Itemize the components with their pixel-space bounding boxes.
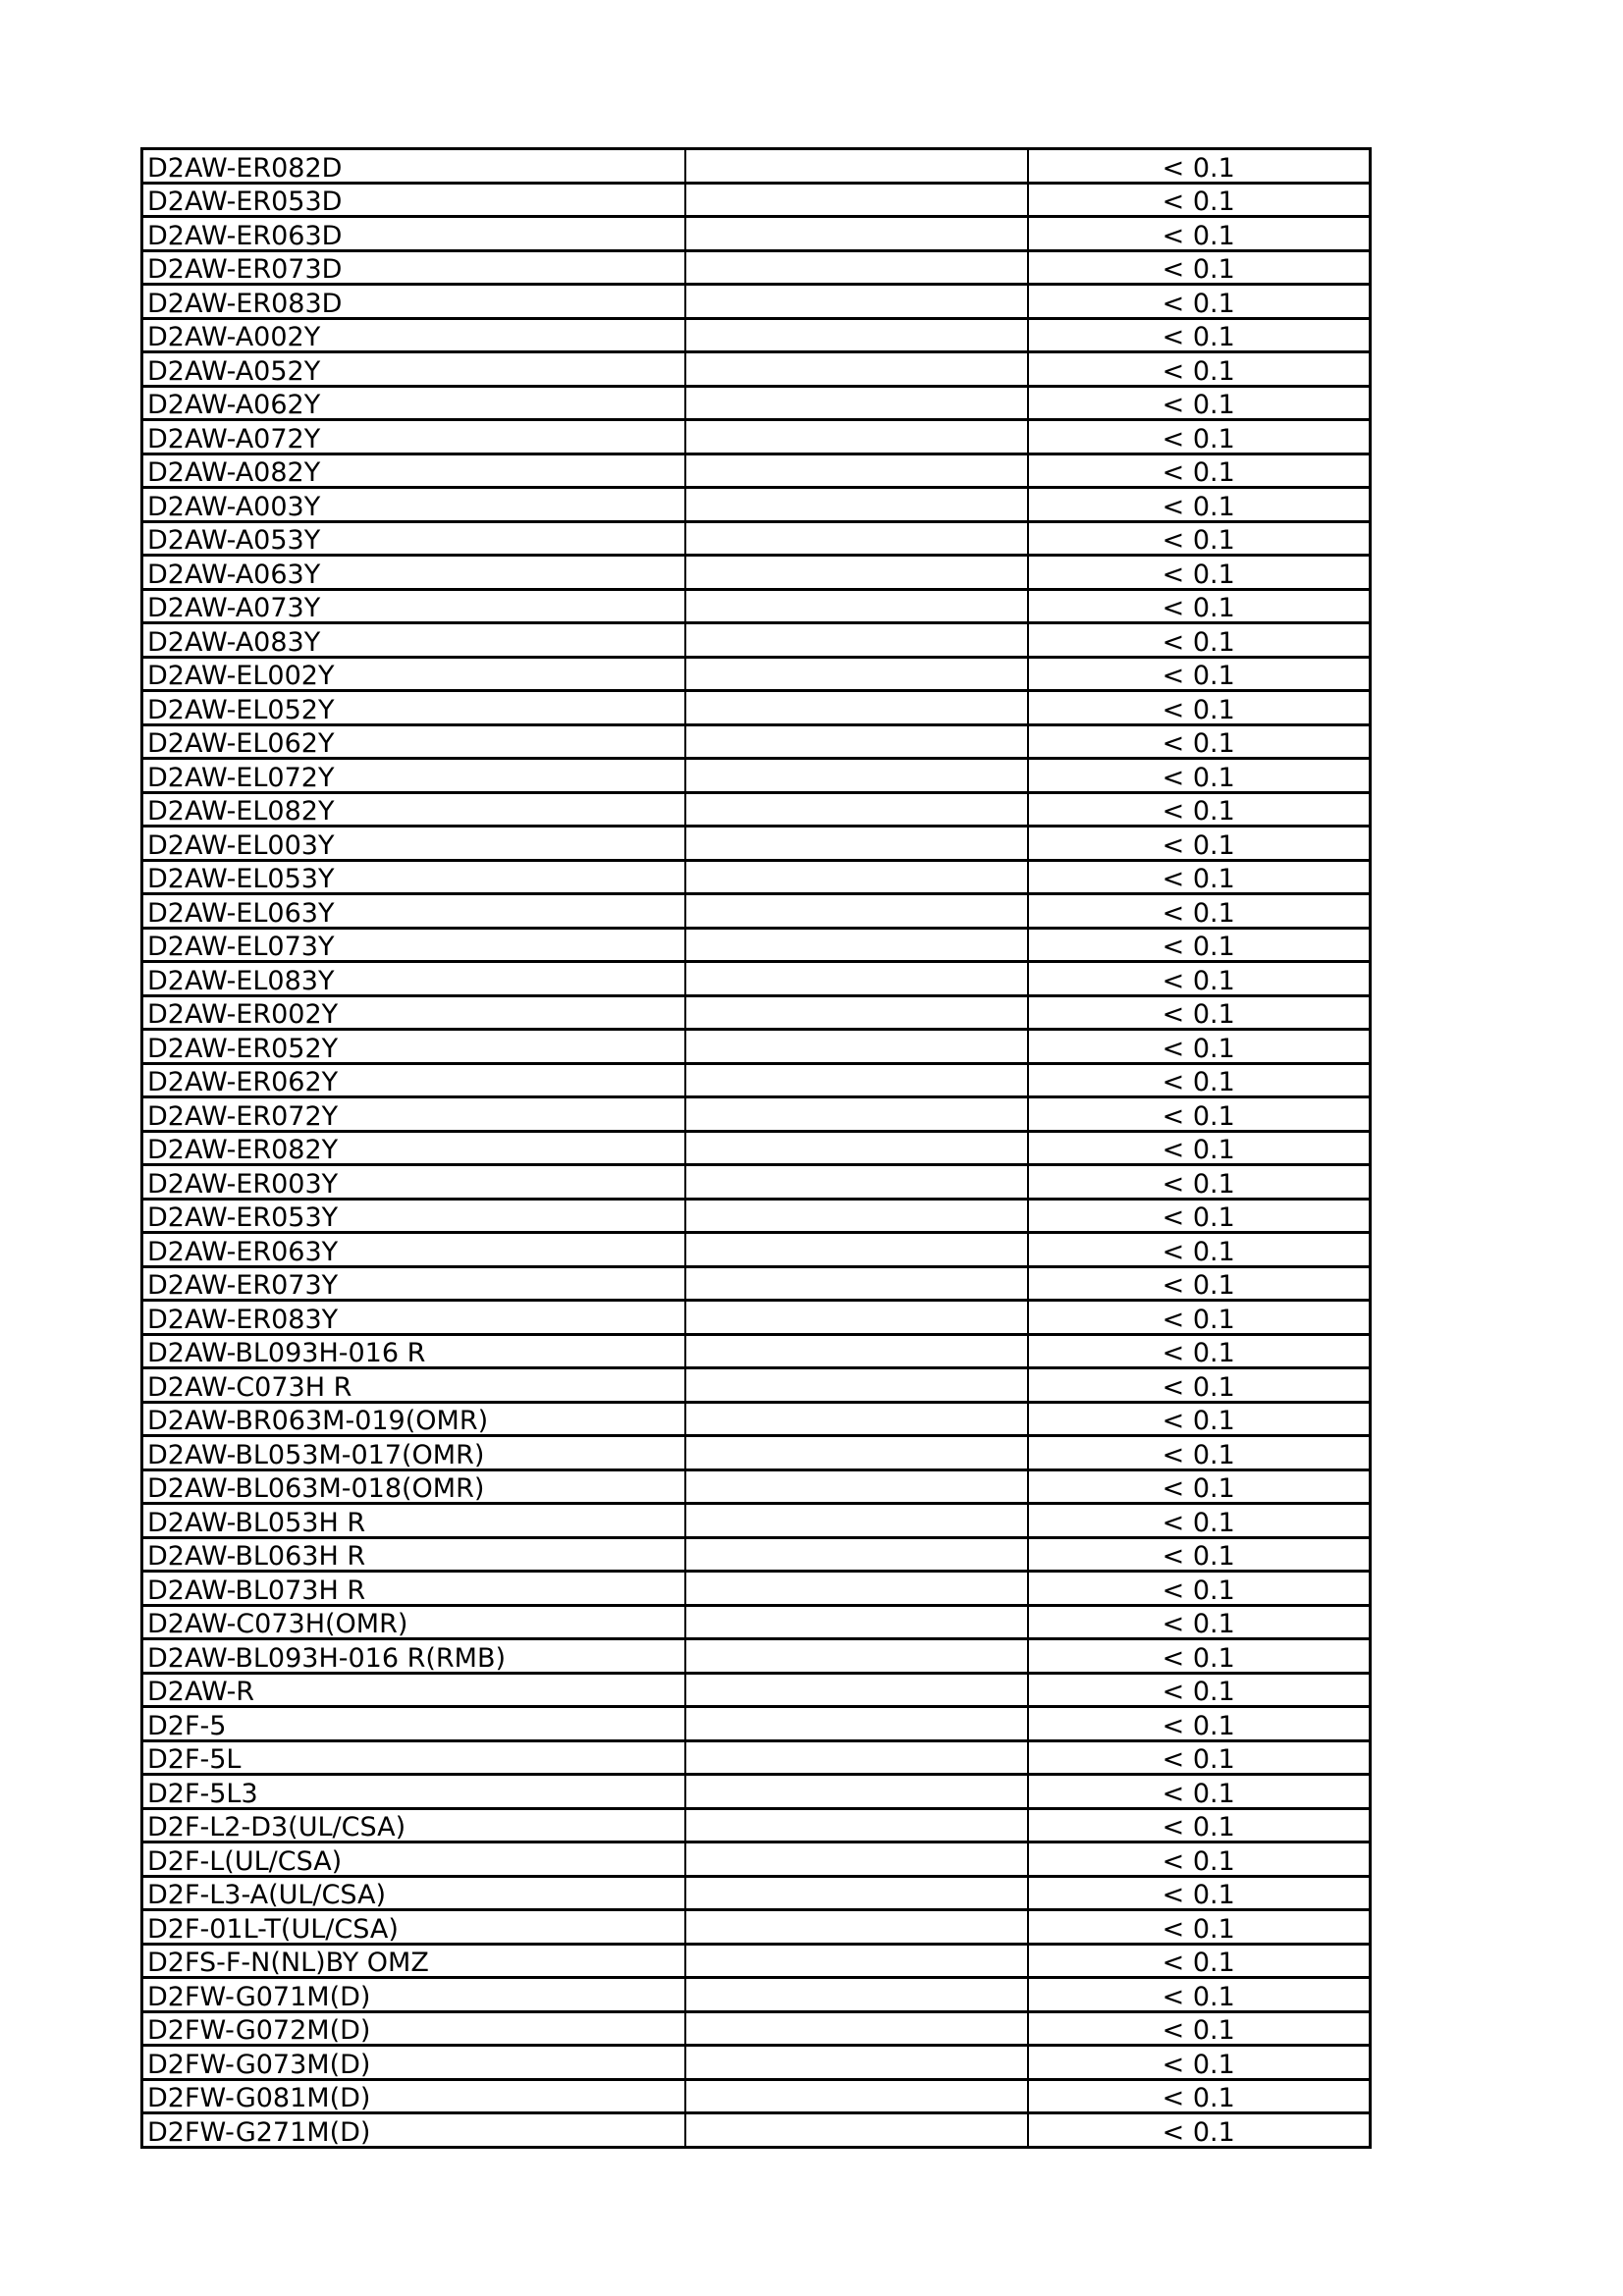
- blank-cell: [685, 454, 1028, 488]
- blank-cell: [685, 1775, 1028, 1809]
- blank-cell: [685, 2079, 1028, 2113]
- content-value-cell: < 0.1: [1028, 1842, 1371, 1877]
- part-number-cell: D2AW-BL093H-016 R: [142, 1334, 685, 1368]
- part-number-cell: D2F-L2-D3(UL/CSA): [142, 1808, 685, 1842]
- content-value-cell: < 0.1: [1028, 1063, 1371, 1097]
- table-row: [142, 521, 1371, 556]
- table-row: [142, 1639, 1371, 1674]
- content-value-cell: < 0.1: [1028, 352, 1371, 387]
- part-number-cell: D2AW-ER063Y: [142, 1233, 685, 1267]
- blank-cell: [685, 250, 1028, 285]
- blank-cell: [685, 1978, 1028, 2012]
- table-row: [142, 250, 1371, 285]
- part-number-cell: D2FS-F-N(NL)BY OMZ: [142, 1944, 685, 1978]
- blank-cell: [685, 1266, 1028, 1301]
- content-value-cell: < 0.1: [1028, 1266, 1371, 1301]
- part-number-cell: D2AW-A082Y: [142, 454, 685, 488]
- part-number-cell: D2AW-EL082Y: [142, 792, 685, 827]
- part-number-cell: D2AW-BL053H R: [142, 1504, 685, 1538]
- table-row: [142, 623, 1371, 658]
- table-row: [142, 894, 1371, 929]
- table-row: [142, 149, 1371, 184]
- part-number-cell: D2AW-BL053M-017(OMR): [142, 1436, 685, 1470]
- content-value-cell: < 0.1: [1028, 1944, 1371, 1978]
- content-value-cell: < 0.1: [1028, 962, 1371, 996]
- table-row: [142, 1707, 1371, 1741]
- table-row: [142, 556, 1371, 590]
- part-number-cell: D2AW-ER062Y: [142, 1063, 685, 1097]
- content-value-cell: < 0.1: [1028, 2079, 1371, 2113]
- content-value-cell: < 0.1: [1028, 2011, 1371, 2046]
- blank-cell: [685, 1334, 1028, 1368]
- blank-cell: [685, 285, 1028, 319]
- blank-cell: [685, 995, 1028, 1030]
- blank-cell: [685, 318, 1028, 352]
- part-number-cell: D2AW-BL093H-016 R(RMB): [142, 1639, 685, 1674]
- content-value-cell: < 0.1: [1028, 691, 1371, 725]
- table-row: [142, 1910, 1371, 1945]
- table-row: [142, 1504, 1371, 1538]
- table-row: [142, 1165, 1371, 1200]
- content-value-cell: < 0.1: [1028, 250, 1371, 285]
- blank-cell: [685, 1436, 1028, 1470]
- blank-cell: [685, 1504, 1028, 1538]
- blank-cell: [685, 792, 1028, 827]
- table-row: [142, 827, 1371, 861]
- content-value-cell: < 0.1: [1028, 1199, 1371, 1233]
- blank-cell: [685, 691, 1028, 725]
- table-row: [142, 454, 1371, 488]
- blank-cell: [685, 149, 1028, 184]
- part-number-cell: D2AW-ER052Y: [142, 1030, 685, 1064]
- content-value-cell: < 0.1: [1028, 589, 1371, 623]
- content-value-cell: < 0.1: [1028, 1910, 1371, 1945]
- content-value-cell: < 0.1: [1028, 1504, 1371, 1538]
- content-value-cell: < 0.1: [1028, 521, 1371, 556]
- table-row: [142, 657, 1371, 691]
- table-row: [142, 217, 1371, 251]
- content-value-cell: < 0.1: [1028, 1334, 1371, 1368]
- content-value-cell: < 0.1: [1028, 1233, 1371, 1267]
- table-row: [142, 691, 1371, 725]
- table-row: [142, 1063, 1371, 1097]
- part-number-cell: D2AW-C073H R: [142, 1368, 685, 1403]
- blank-cell: [685, 352, 1028, 387]
- content-value-cell: < 0.1: [1028, 2113, 1371, 2148]
- blank-cell: [685, 521, 1028, 556]
- content-value-cell: < 0.1: [1028, 657, 1371, 691]
- part-number-cell: D2AW-BL063M-018(OMR): [142, 1469, 685, 1504]
- table-row: [142, 1266, 1371, 1301]
- content-value-cell: < 0.1: [1028, 724, 1371, 759]
- part-number-cell: D2AW-BL073H R: [142, 1572, 685, 1606]
- blank-cell: [685, 1605, 1028, 1639]
- part-number-cell: D2AW-EL053Y: [142, 860, 685, 894]
- content-value-cell: < 0.1: [1028, 1030, 1371, 1064]
- blank-cell: [685, 2011, 1028, 2046]
- content-value-cell: < 0.1: [1028, 1707, 1371, 1741]
- blank-cell: [685, 1842, 1028, 1877]
- blank-cell: [685, 1030, 1028, 1064]
- table-row: [142, 2046, 1371, 2080]
- content-value-cell: < 0.1: [1028, 318, 1371, 352]
- blank-cell: [685, 1572, 1028, 1606]
- blank-cell: [685, 386, 1028, 420]
- table-row: [142, 962, 1371, 996]
- blank-cell: [685, 1944, 1028, 1978]
- content-value-cell: < 0.1: [1028, 1368, 1371, 1403]
- part-number-cell: D2AW-EL073Y: [142, 928, 685, 962]
- part-number-cell: D2F-5L3: [142, 1775, 685, 1809]
- content-value-cell: < 0.1: [1028, 1537, 1371, 1572]
- table-row: [142, 1605, 1371, 1639]
- table-row: [142, 792, 1371, 827]
- table-row: [142, 860, 1371, 894]
- table-row: [142, 928, 1371, 962]
- table-row: [142, 724, 1371, 759]
- table-row: [142, 1775, 1371, 1809]
- content-value-cell: < 0.1: [1028, 1131, 1371, 1165]
- blank-cell: [685, 1707, 1028, 1741]
- content-value-cell: < 0.1: [1028, 285, 1371, 319]
- content-value-cell: < 0.1: [1028, 1165, 1371, 1200]
- parts-table-body: [142, 149, 1371, 2148]
- blank-cell: [685, 928, 1028, 962]
- content-value-cell: < 0.1: [1028, 792, 1371, 827]
- table-row: [142, 589, 1371, 623]
- content-value-cell: < 0.1: [1028, 1673, 1371, 1707]
- part-number-cell: D2AW-R: [142, 1673, 685, 1707]
- table-row: [142, 2011, 1371, 2046]
- blank-cell: [685, 183, 1028, 217]
- content-value-cell: < 0.1: [1028, 860, 1371, 894]
- table-row: [142, 1097, 1371, 1132]
- table-row: [142, 1572, 1371, 1606]
- part-number-cell: D2FW-G071M(D): [142, 1978, 685, 2012]
- blank-cell: [685, 420, 1028, 454]
- part-number-cell: D2AW-A053Y: [142, 521, 685, 556]
- part-number-cell: D2F-01L-T(UL/CSA): [142, 1910, 685, 1945]
- part-number-cell: D2AW-C073H(OMR): [142, 1605, 685, 1639]
- part-number-cell: D2AW-A062Y: [142, 386, 685, 420]
- part-number-cell: D2AW-A052Y: [142, 352, 685, 387]
- content-value-cell: < 0.1: [1028, 1097, 1371, 1132]
- blank-cell: [685, 894, 1028, 929]
- blank-cell: [685, 1165, 1028, 1200]
- blank-cell: [685, 1368, 1028, 1403]
- content-value-cell: < 0.1: [1028, 827, 1371, 861]
- content-value-cell: < 0.1: [1028, 759, 1371, 793]
- blank-cell: [685, 2113, 1028, 2148]
- blank-cell: [685, 657, 1028, 691]
- part-number-cell: D2FW-G073M(D): [142, 2046, 685, 2080]
- table-row: [142, 759, 1371, 793]
- content-value-cell: < 0.1: [1028, 1436, 1371, 1470]
- content-value-cell: < 0.1: [1028, 2046, 1371, 2080]
- blank-cell: [685, 860, 1028, 894]
- table-row: [142, 352, 1371, 387]
- table-row: [142, 1233, 1371, 1267]
- table-row: [142, 1673, 1371, 1707]
- content-value-cell: < 0.1: [1028, 1978, 1371, 2012]
- table-row: [142, 183, 1371, 217]
- blank-cell: [685, 556, 1028, 590]
- part-number-cell: D2FW-G072M(D): [142, 2011, 685, 2046]
- content-value-cell: < 0.1: [1028, 995, 1371, 1030]
- part-number-cell: D2AW-EL002Y: [142, 657, 685, 691]
- blank-cell: [685, 1740, 1028, 1775]
- table-row: [142, 1808, 1371, 1842]
- table-row: [142, 1740, 1371, 1775]
- blank-cell: [685, 759, 1028, 793]
- blank-cell: [685, 1063, 1028, 1097]
- part-number-cell: D2AW-BL063H R: [142, 1537, 685, 1572]
- table-row: [142, 488, 1371, 522]
- blank-cell: [685, 1673, 1028, 1707]
- part-number-cell: D2AW-A063Y: [142, 556, 685, 590]
- part-number-cell: D2AW-EL062Y: [142, 724, 685, 759]
- table-row: [142, 1368, 1371, 1403]
- part-number-cell: D2AW-A003Y: [142, 488, 685, 522]
- blank-cell: [685, 1808, 1028, 1842]
- blank-cell: [685, 1910, 1028, 1945]
- content-value-cell: < 0.1: [1028, 1469, 1371, 1504]
- table-row: [142, 318, 1371, 352]
- part-number-cell: D2AW-ER083D: [142, 285, 685, 319]
- table-row: [142, 1537, 1371, 1572]
- table-row: [142, 1301, 1371, 1335]
- table-row: [142, 420, 1371, 454]
- table-row: [142, 2079, 1371, 2113]
- part-number-cell: D2AW-ER053D: [142, 183, 685, 217]
- blank-cell: [685, 1097, 1028, 1132]
- blank-cell: [685, 1301, 1028, 1335]
- blank-cell: [685, 488, 1028, 522]
- blank-cell: [685, 1131, 1028, 1165]
- blank-cell: [685, 1199, 1028, 1233]
- content-value-cell: < 0.1: [1028, 386, 1371, 420]
- part-number-cell: D2AW-EL052Y: [142, 691, 685, 725]
- content-value-cell: < 0.1: [1028, 183, 1371, 217]
- part-number-cell: D2F-L3-A(UL/CSA): [142, 1876, 685, 1910]
- table-row: [142, 1199, 1371, 1233]
- table-row: [142, 1030, 1371, 1064]
- table-row: [142, 2113, 1371, 2148]
- part-number-cell: D2AW-A073Y: [142, 589, 685, 623]
- part-number-cell: D2AW-A072Y: [142, 420, 685, 454]
- table-row: [142, 1469, 1371, 1504]
- blank-cell: [685, 1537, 1028, 1572]
- blank-cell: [685, 1233, 1028, 1267]
- content-value-cell: < 0.1: [1028, 1775, 1371, 1809]
- table-row: [142, 1876, 1371, 1910]
- part-number-cell: D2F-5L: [142, 1740, 685, 1775]
- part-number-cell: D2AW-EL063Y: [142, 894, 685, 929]
- content-value-cell: < 0.1: [1028, 1740, 1371, 1775]
- table-row: [142, 995, 1371, 1030]
- blank-cell: [685, 1876, 1028, 1910]
- table-row: [142, 1131, 1371, 1165]
- table-row: [142, 1978, 1371, 2012]
- table-row: [142, 1334, 1371, 1368]
- blank-cell: [685, 1402, 1028, 1436]
- part-number-cell: D2AW-ER082Y: [142, 1131, 685, 1165]
- part-number-cell: D2AW-ER083Y: [142, 1301, 685, 1335]
- blank-cell: [685, 2046, 1028, 2080]
- table-row: [142, 1944, 1371, 1978]
- part-number-cell: D2AW-ER082D: [142, 149, 685, 184]
- content-value-cell: < 0.1: [1028, 1301, 1371, 1335]
- content-value-cell: < 0.1: [1028, 1639, 1371, 1674]
- blank-cell: [685, 962, 1028, 996]
- content-value-cell: < 0.1: [1028, 1572, 1371, 1606]
- part-number-cell: D2AW-ER053Y: [142, 1199, 685, 1233]
- part-number-cell: D2AW-EL003Y: [142, 827, 685, 861]
- table-row: [142, 285, 1371, 319]
- part-number-cell: D2AW-A083Y: [142, 623, 685, 658]
- content-value-cell: < 0.1: [1028, 1402, 1371, 1436]
- blank-cell: [685, 724, 1028, 759]
- content-value-cell: < 0.1: [1028, 149, 1371, 184]
- table-row: [142, 386, 1371, 420]
- part-number-cell: D2AW-EL083Y: [142, 962, 685, 996]
- part-number-cell: D2AW-ER063D: [142, 217, 685, 251]
- table-row: [142, 1842, 1371, 1877]
- table-row: [142, 1436, 1371, 1470]
- part-number-cell: D2AW-BR063M-019(OMR): [142, 1402, 685, 1436]
- blank-cell: [685, 217, 1028, 251]
- part-number-cell: D2FW-G081M(D): [142, 2079, 685, 2113]
- part-number-cell: D2F-5: [142, 1707, 685, 1741]
- part-number-cell: D2F-L(UL/CSA): [142, 1842, 685, 1877]
- part-number-cell: D2AW-ER073Y: [142, 1266, 685, 1301]
- part-number-cell: D2AW-A002Y: [142, 318, 685, 352]
- part-number-cell: D2FW-G271M(D): [142, 2113, 685, 2148]
- blank-cell: [685, 827, 1028, 861]
- content-value-cell: < 0.1: [1028, 556, 1371, 590]
- blank-cell: [685, 1639, 1028, 1674]
- blank-cell: [685, 623, 1028, 658]
- part-number-cell: D2AW-ER072Y: [142, 1097, 685, 1132]
- content-value-cell: < 0.1: [1028, 1808, 1371, 1842]
- content-value-cell: < 0.1: [1028, 454, 1371, 488]
- part-number-cell: D2AW-EL072Y: [142, 759, 685, 793]
- content-value-cell: < 0.1: [1028, 488, 1371, 522]
- content-value-cell: < 0.1: [1028, 894, 1371, 929]
- parts-table: [140, 147, 1372, 2149]
- part-number-cell: D2AW-ER073D: [142, 250, 685, 285]
- content-value-cell: < 0.1: [1028, 623, 1371, 658]
- part-number-cell: D2AW-ER002Y: [142, 995, 685, 1030]
- content-value-cell: < 0.1: [1028, 1605, 1371, 1639]
- blank-cell: [685, 589, 1028, 623]
- content-value-cell: < 0.1: [1028, 1876, 1371, 1910]
- content-value-cell: < 0.1: [1028, 217, 1371, 251]
- blank-cell: [685, 1469, 1028, 1504]
- content-value-cell: < 0.1: [1028, 420, 1371, 454]
- part-number-cell: D2AW-ER003Y: [142, 1165, 685, 1200]
- content-value-cell: < 0.1: [1028, 928, 1371, 962]
- table-row: [142, 1402, 1371, 1436]
